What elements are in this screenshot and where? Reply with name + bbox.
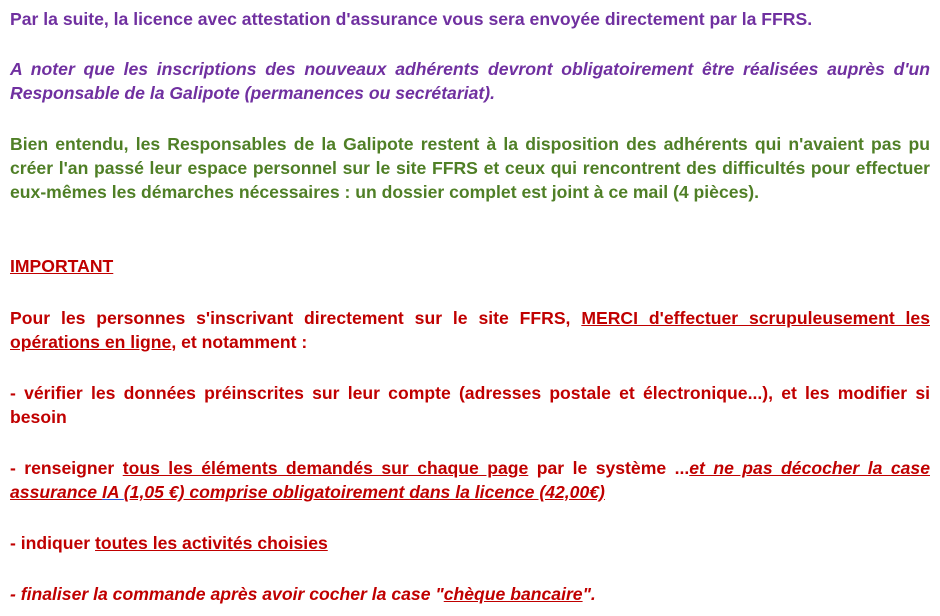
bullet-verify-data-text: - vérifier les données préinscrites sur leur compte (adresses postale et électronique...), et les modifier si besoin [10,383,930,427]
bullet-activities [10,531,930,555]
paragraph-online-instructions [10,306,930,354]
new-members-note-text: A noter que les inscriptions des nouveaux adhérents devront obligatoirement être réalisées auprès d'un Responsable de la Galipote (permanences ou secrétariat). [10,59,930,103]
online-instructions-tail: , et notamment : [171,332,308,352]
bullet-fill-all-elements: tous les éléments demandés sur chaque page [122,458,529,478]
paragraph-responsables-help [10,132,930,204]
bullet-finalize-cheque: chèque bancaire [443,584,583,604]
responsables-help-text: Bien entendu, les Responsables de la Galipote restent à la disposition des adhérents qui n'avaient pas pu créer l'an passé leur espace personnel sur le site FFRS et ceux qui rencontrent des difficultés pour effectuer eux-mêmes les démarches nécessaires : un dossier complet est joint à ce mail (4 pièces). [10,134,930,202]
paragraph-new-members-note [10,57,930,105]
bullet-fill-price-detail: (1,05 €) comprise obligatoirement dans la licence (42,00€) [123,482,605,502]
online-instructions-intro: Pour les personnes s'inscrivant directement sur le site FFRS, [10,308,582,328]
online-instructions-emphasis: MERCI d'effectuer scrupuleusement les opérations en ligne [10,308,930,352]
bullet-fill-insurance-warning: et ne pas décocher la case assurance [10,458,930,502]
bullet-finalize-order [10,582,930,606]
important-heading [10,254,930,278]
bullet-finalize-prefix: - finaliser la commande après avoir cocher la case " [10,584,444,604]
license-info-text: Par la suite, la licence avec attestation d'assurance vous sera envoyée directement par la FFRS. [10,9,813,29]
bullet-activities-emphasis: toutes les activités choisies [95,533,328,553]
bullet-fill-system: par le système ... [528,458,690,478]
bullet-fill-ia-label: IA [101,482,124,502]
bullet-activities-prefix: - indiquer [10,533,96,553]
important-label: IMPORTANT [10,256,114,276]
bullet-fill-elements [10,456,930,504]
bullet-fill-prefix: - renseigner [10,458,123,478]
paragraph-license-info [10,7,930,31]
bullet-finalize-tail: ". [582,584,596,604]
bullet-verify-data [10,381,930,429]
